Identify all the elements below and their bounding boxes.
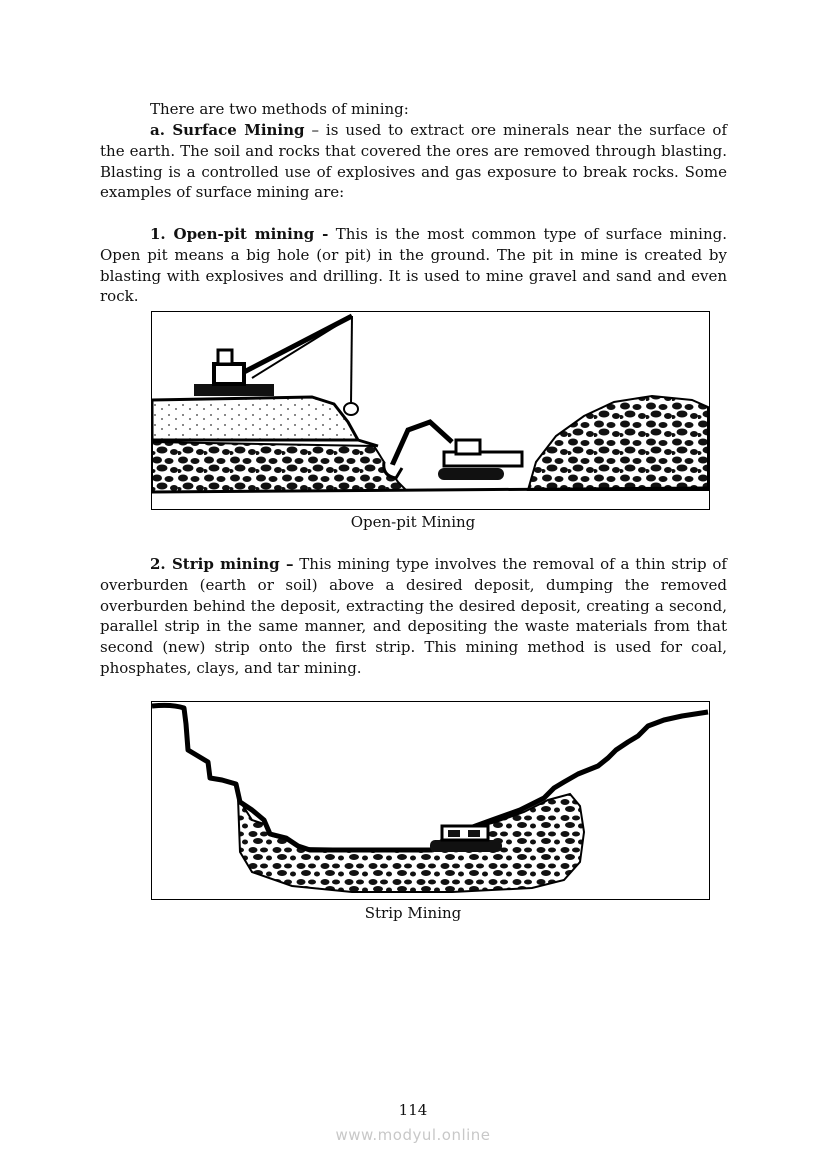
strip-mining-illustration <box>151 701 710 900</box>
open-pit-paragraph <box>100 224 727 307</box>
open-pit-heading: 1. Open-pit mining - <box>150 225 329 243</box>
sand-terrace <box>152 397 358 440</box>
surface-mining-text: – is used to extract ore minerals near the surface of the earth. The soil and rocks that covered the ores are removed through blasting. Blasting is a controlled use of explosives and gas exposure to break rocks. Some examples of surface mining are: <box>100 121 727 202</box>
surface-mining-heading: a. Surface Mining <box>150 121 305 139</box>
intro-text: There are two methods of mining: <box>150 100 409 118</box>
strip-mining-heading: 2. Strip mining – <box>150 555 294 573</box>
open-pit-text: This is the most common type of surface mining. Open pit means a big hole (or pit) in the ground. The pit in mine is created by blasting with explosives and drilling. It is used to mine gravel and sand and even rock. <box>100 225 728 306</box>
open-pit-caption: Open-pit Mining <box>350 513 476 531</box>
strip-mining-caption: Strip Mining <box>364 904 462 922</box>
excavator-icon <box>384 422 522 480</box>
open-pit-mining-illustration <box>151 311 710 510</box>
rock-layer-left <box>152 442 406 492</box>
page-number: 114 <box>398 1101 428 1119</box>
strip-mining-paragraph <box>100 554 727 679</box>
pit-wall-left <box>152 705 432 850</box>
surface-mining-paragraph <box>100 120 727 203</box>
rock-pile-right <box>528 396 708 490</box>
strip-mining-text: This mining type involves the removal of a thin strip of overburden (earth or soil) above a desired deposit, dumping the removed overburden behind the deposit, extracting the desired deposit, creating a second, parallel strip in the same manner, and depositing the waste materials from that second (new) strip onto the first strip. This mining method is used for coal, phosphates, clays, and tar mining. <box>100 555 727 677</box>
watermark: www.modyul.online <box>335 1126 491 1144</box>
